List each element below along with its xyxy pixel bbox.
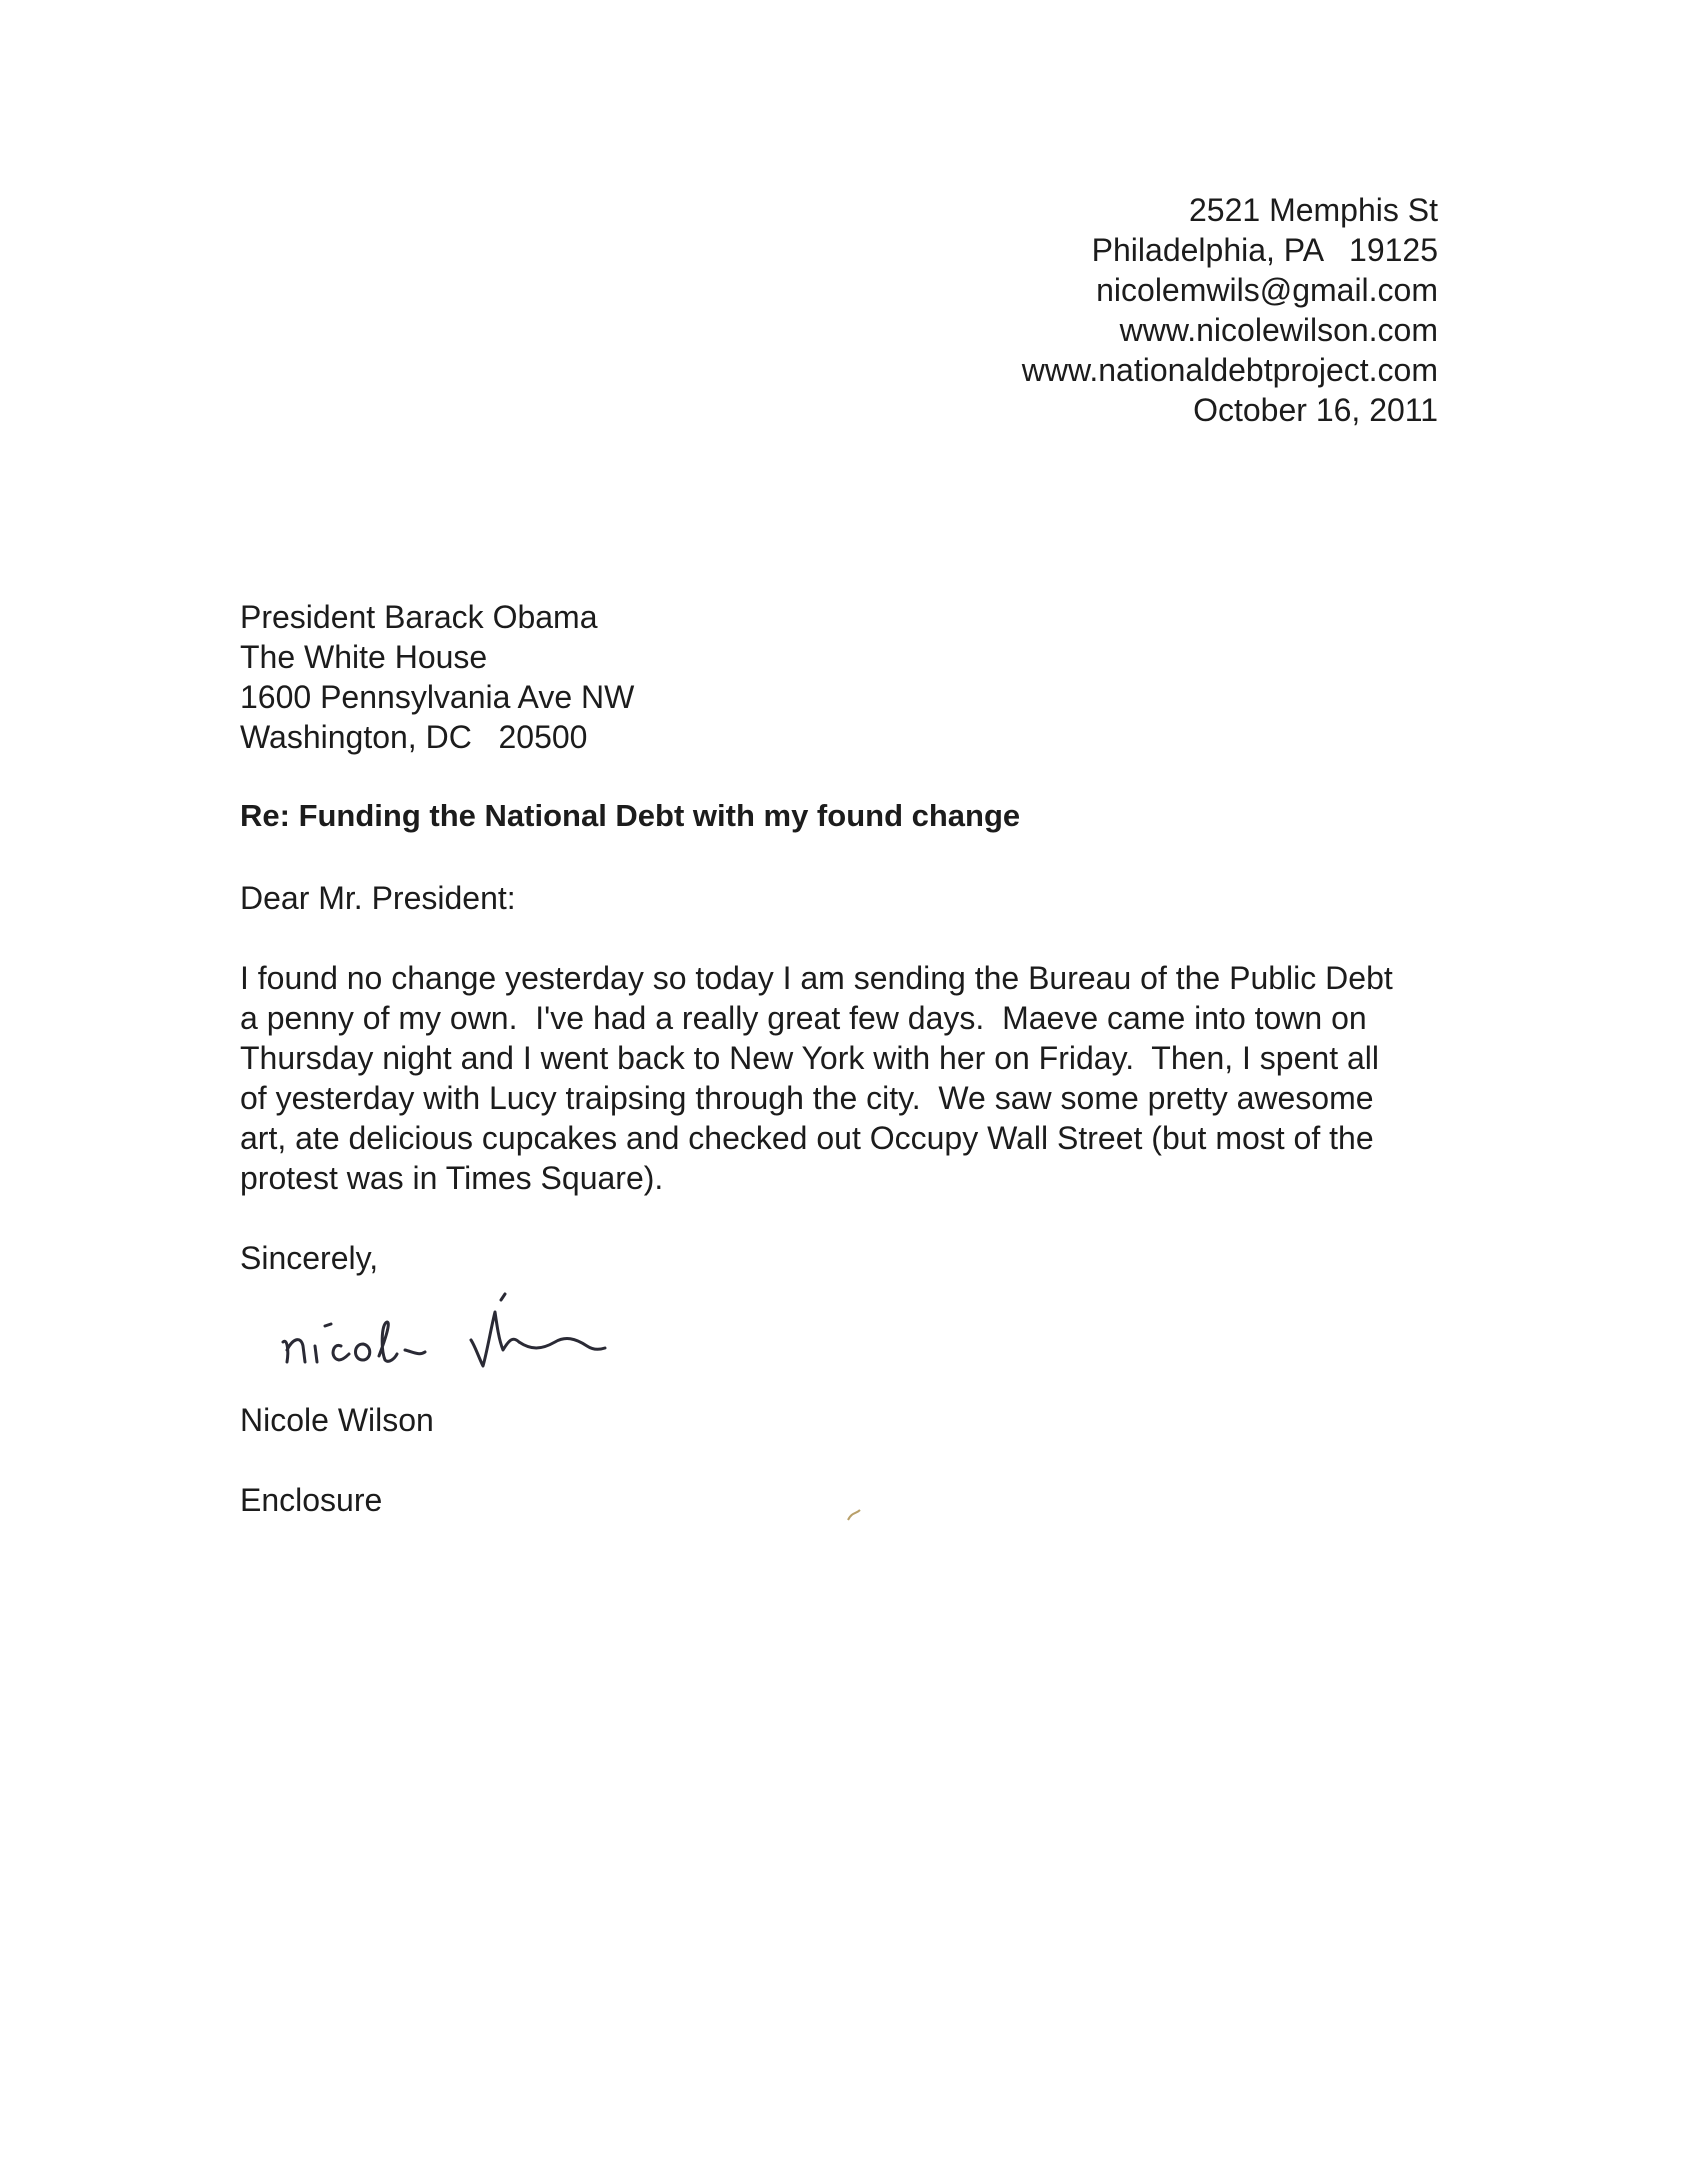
sender-email: nicolemwils@gmail.com [1096,272,1438,308]
sender-website-2: www.nationaldebtproject.com [1021,352,1438,388]
recipient-org: The White House [240,639,488,675]
body-line: protest was in Times Square). [240,1160,664,1196]
sender-address-block [1022,190,1438,430]
letter-date: October 16, 2011 [1193,392,1438,428]
sender-website-1: www.nicolewilson.com [1119,312,1438,348]
scan-speck [846,1508,862,1522]
recipient-city-state-zip: Washington, DC 20500 [240,719,588,755]
body-line: a penny of my own. I've had a really great few days. Maeve came into town on [240,1000,1367,1036]
recipient-address-block [240,597,634,757]
signer-name: Nicole Wilson [240,1402,434,1438]
sender-street: 2521 Memphis St [1188,192,1438,228]
recipient-street: 1600 Pennsylvania Ave NW [240,679,635,715]
recipient-name: President Barack Obama [240,599,598,635]
body-line: art, ate delicious cupcakes and checked out Occupy Wall Street (but most of the [240,1120,1374,1156]
body-line: Thursday night and I went back to New York with her on Friday. Then, I spent all [240,1040,1379,1076]
body-line: I found no change yesterday so today I am sending the Bureau of the Public Debt [240,960,1393,996]
letter-body [240,958,1470,1198]
sender-city-state-zip: Philadelphia, PA 19125 [1091,232,1438,268]
salutation: Dear Mr. President: [240,880,516,916]
subject-line: Re: Funding the National Debt with my found change [240,798,1021,833]
closing: Sincerely, [240,1240,379,1276]
body-line: of yesterday with Lucy traipsing through the city. We saw some pretty awesome [240,1080,1374,1116]
handwritten-signature [275,1280,645,1390]
enclosure-note: Enclosure [240,1482,383,1518]
